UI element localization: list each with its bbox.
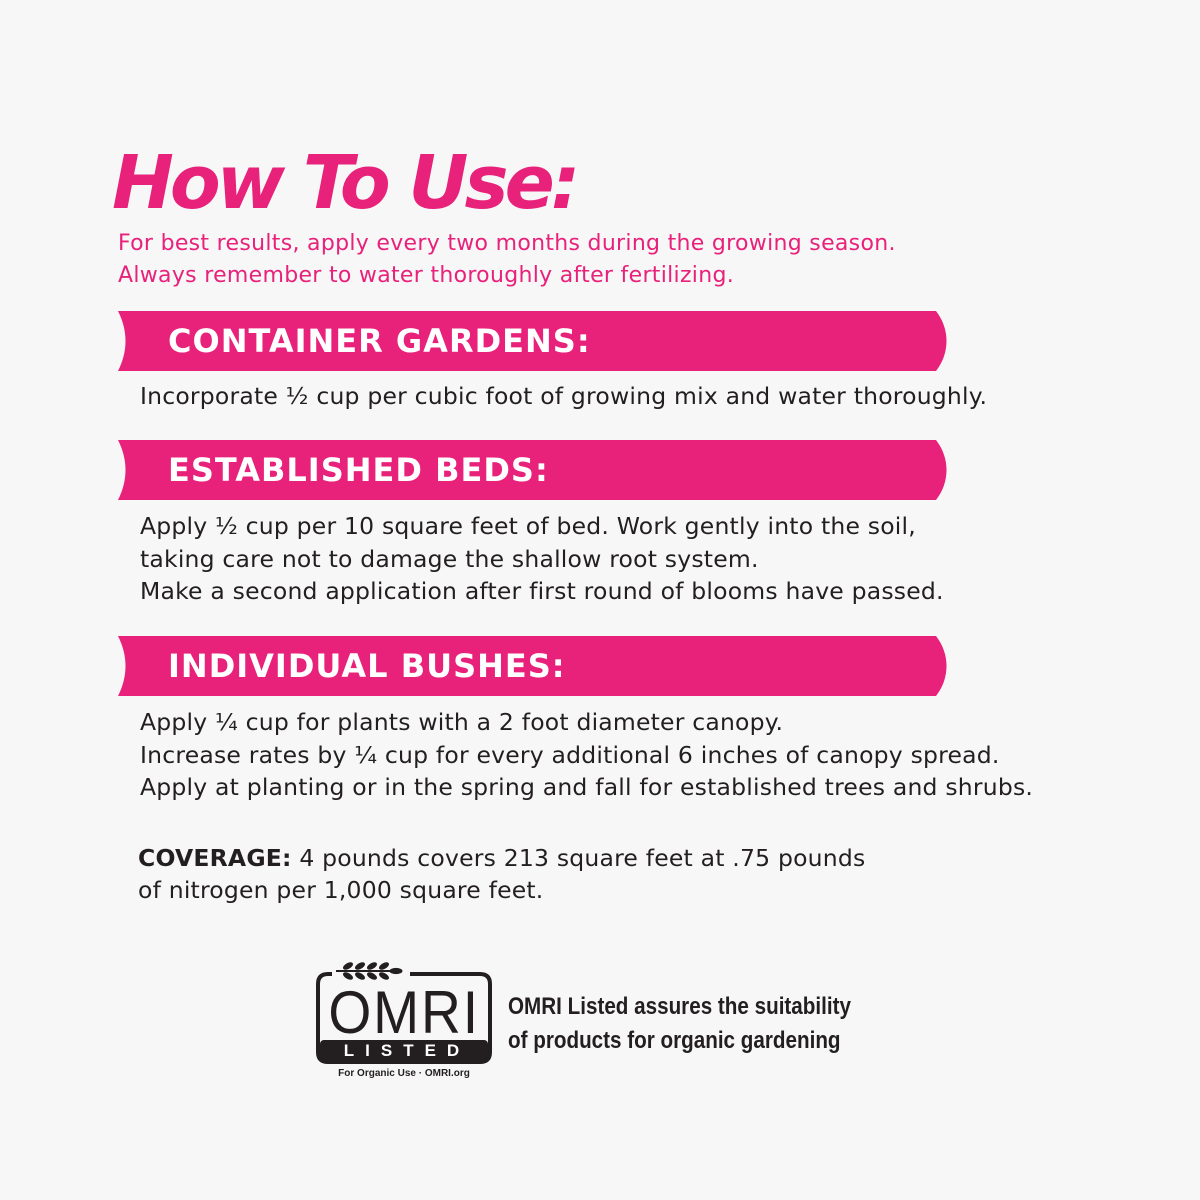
- section-banner-container-gardens: [118, 311, 948, 371]
- coverage-info: [138, 842, 865, 906]
- omri-statement: [508, 990, 851, 1058]
- section-body-container-gardens: [140, 380, 987, 413]
- section-line: Make a second application after first round of blooms have passed.: [140, 577, 944, 605]
- omri-logo-word: OMRI: [328, 979, 480, 1046]
- omri-logo-listed: LISTED: [343, 1041, 471, 1060]
- intro-line: Always remember to water thoroughly after fertilizing.: [118, 263, 735, 288]
- section-line: taking care not to damage the shallow root system.: [140, 544, 759, 573]
- section-body-established-beds: [140, 510, 944, 608]
- omri-logo-subtext: For Organic Use · OMRI.org: [338, 1068, 470, 1079]
- intro-text: [118, 228, 896, 292]
- coverage-line: of nitrogen per 1,000 square feet.: [138, 876, 544, 904]
- coverage-line: [138, 842, 865, 874]
- omri-statement-line: OMRI Listed assures the suitability: [508, 993, 851, 1020]
- coverage-text: 4 pounds covers 213 square feet at .75 pounds: [291, 844, 866, 872]
- section-heading: INDIVIDUAL BUSHES:: [168, 647, 566, 685]
- section-line: Incorporate ½ cup per cubic foot of growing mix and water thoroughly.: [140, 382, 988, 410]
- section-line: Apply ½ cup per 10 square feet of bed. Work gently into the soil,: [140, 512, 916, 540]
- section-body-individual-bushes: [140, 706, 1033, 804]
- omri-statement-line: of products for organic gardening: [508, 1027, 841, 1054]
- page-title: How To Use:: [112, 140, 577, 226]
- section-line: Apply ¼ cup for plants with a 2 foot diameter canopy.: [140, 708, 784, 736]
- section-banner-established-beds: [118, 440, 948, 500]
- section-line: Apply at planting or in the spring and fall for established trees and shrubs.: [140, 773, 1034, 801]
- intro-line: For best results, apply every two months during the growing season.: [118, 231, 896, 256]
- section-heading: CONTAINER GARDENS:: [168, 322, 591, 360]
- section-heading: ESTABLISHED BEDS:: [168, 451, 549, 489]
- section-banner-individual-bushes: [118, 636, 948, 696]
- section-line: Increase rates by ¼ cup for every additional 6 inches of canopy spread.: [140, 740, 1000, 769]
- coverage-label: COVERAGE:: [138, 844, 292, 872]
